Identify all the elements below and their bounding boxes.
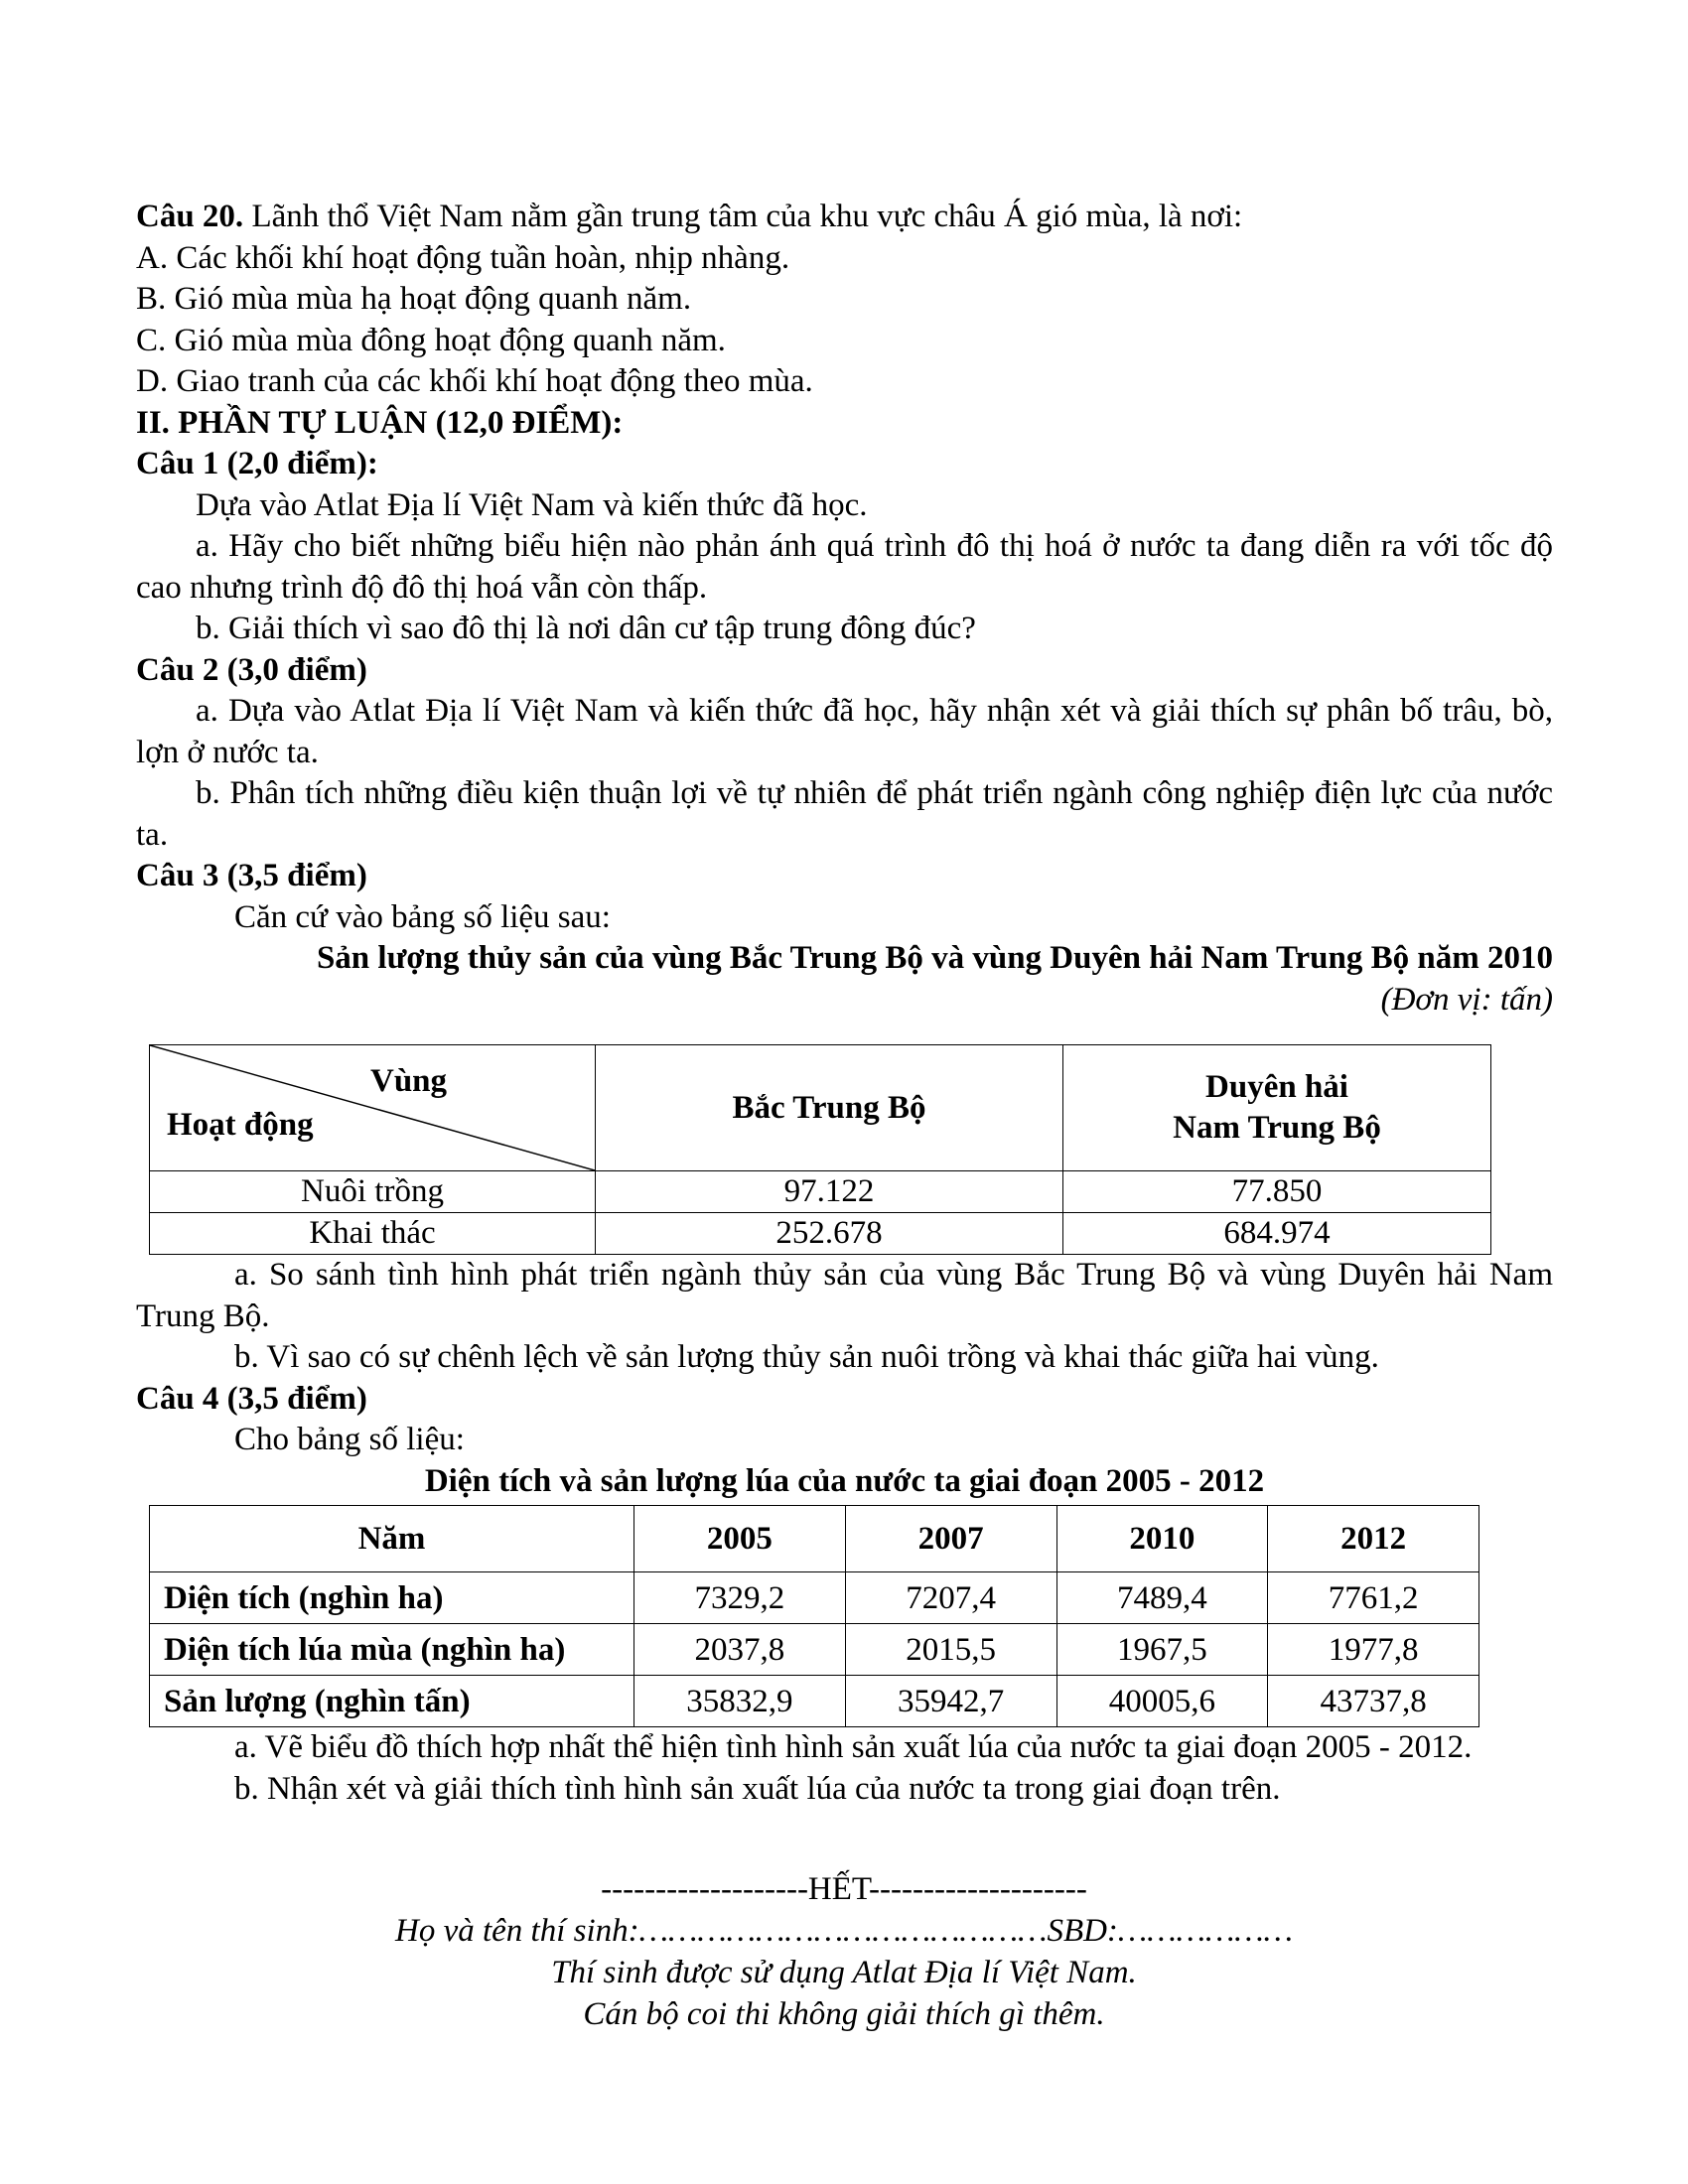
question-4-title: Câu 4 (3,5 điểm) [136,1380,367,1417]
option-d: D. Giao tranh của các khối khí hoạt động theo mùa. [136,363,813,399]
table-row [150,1171,1491,1213]
column-duyen-hai-line1: Duyên hải [1205,1069,1348,1105]
table-row [150,1572,1479,1624]
question-2-b: b. Phân tích những điều kiện thuận lợi về tự nhiên để phát triển ngành công nghiệp điện lực của nước ta. [136,775,1553,853]
proctor-note: Cán bộ coi thi không giải thích gì thêm. [583,1996,1105,2032]
table-cell: 7761,2 [1268,1572,1479,1624]
question-4-intro: Cho bảng số liệu: [234,1422,465,1457]
table-cell: 684.974 [1063,1213,1491,1255]
question-1-a: a. Hãy cho biết những biểu hiện nào phản ánh quá trình đô thị hoá ở nước ta đang diễn ra với tốc độ cao nhưng trình độ đô thị hoá vẫn còn thấp. [136,528,1553,606]
question-2-title: Câu 2 (3,0 điểm) [136,651,367,688]
header-2010: 2010 [1056,1506,1268,1572]
end-marker: -------------------HẾT-------------------- [601,1871,1087,1907]
column-duyen-hai [1063,1045,1491,1171]
question-1-title: Câu 1 (2,0 điểm): [136,446,378,481]
table-cell: 35942,7 [845,1676,1056,1727]
question-3-title: Câu 3 (3,5 điểm) [136,858,367,893]
header-2007: 2007 [845,1506,1056,1572]
question-3-intro: Căn cứ vào bảng số liệu sau: [234,898,611,935]
table-cell: 43737,8 [1268,1676,1479,1727]
table-cell: 7329,2 [634,1572,846,1624]
row-label: Khai thác [150,1213,596,1255]
option-b: B. Gió mùa mùa hạ hoạt động quanh năm. [136,281,692,317]
question-4-b: b. Nhận xét và giải thích tình hình sản xuất lúa của nước ta trong giai đoạn trên. [234,1770,1281,1807]
header-2012: 2012 [1268,1506,1479,1572]
question-3-b: b. Vì sao có sự chênh lệch về sản lượng thủy sản nuôi trồng và khai thác giữa hai vùng. [234,1339,1379,1375]
table-cell: 97.122 [596,1171,1063,1213]
table-2-title: Diện tích và sản lượng lúa của nước ta giai đoạn 2005 - 2012 [424,1462,1265,1499]
rice-table [149,1505,1479,1727]
header-year: Năm [150,1506,634,1572]
table-cell: 40005,6 [1056,1676,1268,1727]
question-3-a: a. So sánh tình hình phát triển ngành thủy sản của vùng Bắc Trung Bộ và vùng Duyên hải Nam Trung Bộ. [136,1257,1553,1334]
table-cell: 1967,5 [1056,1624,1268,1676]
table-cell: 77.850 [1063,1171,1491,1213]
table-row [150,1676,1479,1727]
question-1-intro: Dựa vào Atlat Địa lí Việt Nam và kiến thức đã học. [196,486,868,523]
diagonal-header-cell [150,1045,596,1171]
row-label: Diện tích lúa mùa (nghìn ha) [150,1624,634,1676]
table-cell: 7489,4 [1056,1572,1268,1624]
fishery-table [149,1044,1491,1255]
region-header: Vùng [370,1063,448,1099]
section-2-heading: II. PHẦN TỰ LUẬN (12,0 ĐIỂM): [136,404,624,441]
atlas-note: Thí sinh được sử dụng Atlat Địa lí Việt Nam. [551,1955,1137,1990]
column-duyen-hai-line2: Nam Trung Bộ [1173,1110,1381,1146]
table-header-row [150,1045,1491,1171]
row-label: Diện tích (nghìn ha) [150,1572,634,1624]
question-20 [136,197,1553,238]
table-cell: 252.678 [596,1213,1063,1255]
table-cell: 1977,8 [1268,1624,1479,1676]
table-cell: 7207,4 [845,1572,1056,1624]
option-c: C. Gió mùa mùa đông hoạt động quanh năm. [136,322,726,358]
exam-page [136,197,1553,1810]
table-cell: 2015,5 [845,1624,1056,1676]
table-row [150,1624,1479,1676]
table-1-unit: (Đơn vị: tấn) [1380,981,1553,1018]
table-1-title: Sản lượng thủy sản của vùng Bắc Trung Bộ và vùng Duyên hải Nam Trung Bộ năm 2010 [316,940,1553,976]
question-4-a: a. Vẽ biểu đồ thích hợp nhất thể hiện tình hình sản xuất lúa của nước ta giai đoạn 2005 - 2012. [234,1729,1473,1765]
question-20-text: Lãnh thổ Việt Nam nằm gần trung tâm của khu vực châu Á gió mùa, là nơi: [243,199,1243,234]
table-cell: 35832,9 [634,1676,846,1727]
table-cell: 2037,8 [634,1624,846,1676]
column-bac-trung-bo: Bắc Trung Bộ [596,1045,1063,1171]
candidate-info-line: Họ và tên thí sinh:……………………………………SBD:……………… [395,1913,1293,1949]
activity-header: Hoạt động [167,1107,314,1143]
option-a: A. Các khối khí hoạt động tuần hoàn, nhịp nhàng. [136,239,790,276]
row-label: Nuôi trồng [150,1171,596,1213]
question-20-label: Câu 20. [136,199,244,234]
question-2-a: a. Dựa vào Atlat Địa lí Việt Nam và kiến thức đã học, hãy nhận xét và giải thích sự phân bố trâu, bò, lợn ở nước ta. [136,693,1553,770]
header-2005: 2005 [634,1506,846,1572]
table-header-row [150,1506,1479,1572]
exam-footer [0,1868,1688,2035]
row-label: Sản lượng (nghìn tấn) [150,1676,634,1727]
table-row [150,1213,1491,1255]
question-1-b: b. Giải thích vì sao đô thị là nơi dân cư tập trung đông đúc? [196,611,976,646]
